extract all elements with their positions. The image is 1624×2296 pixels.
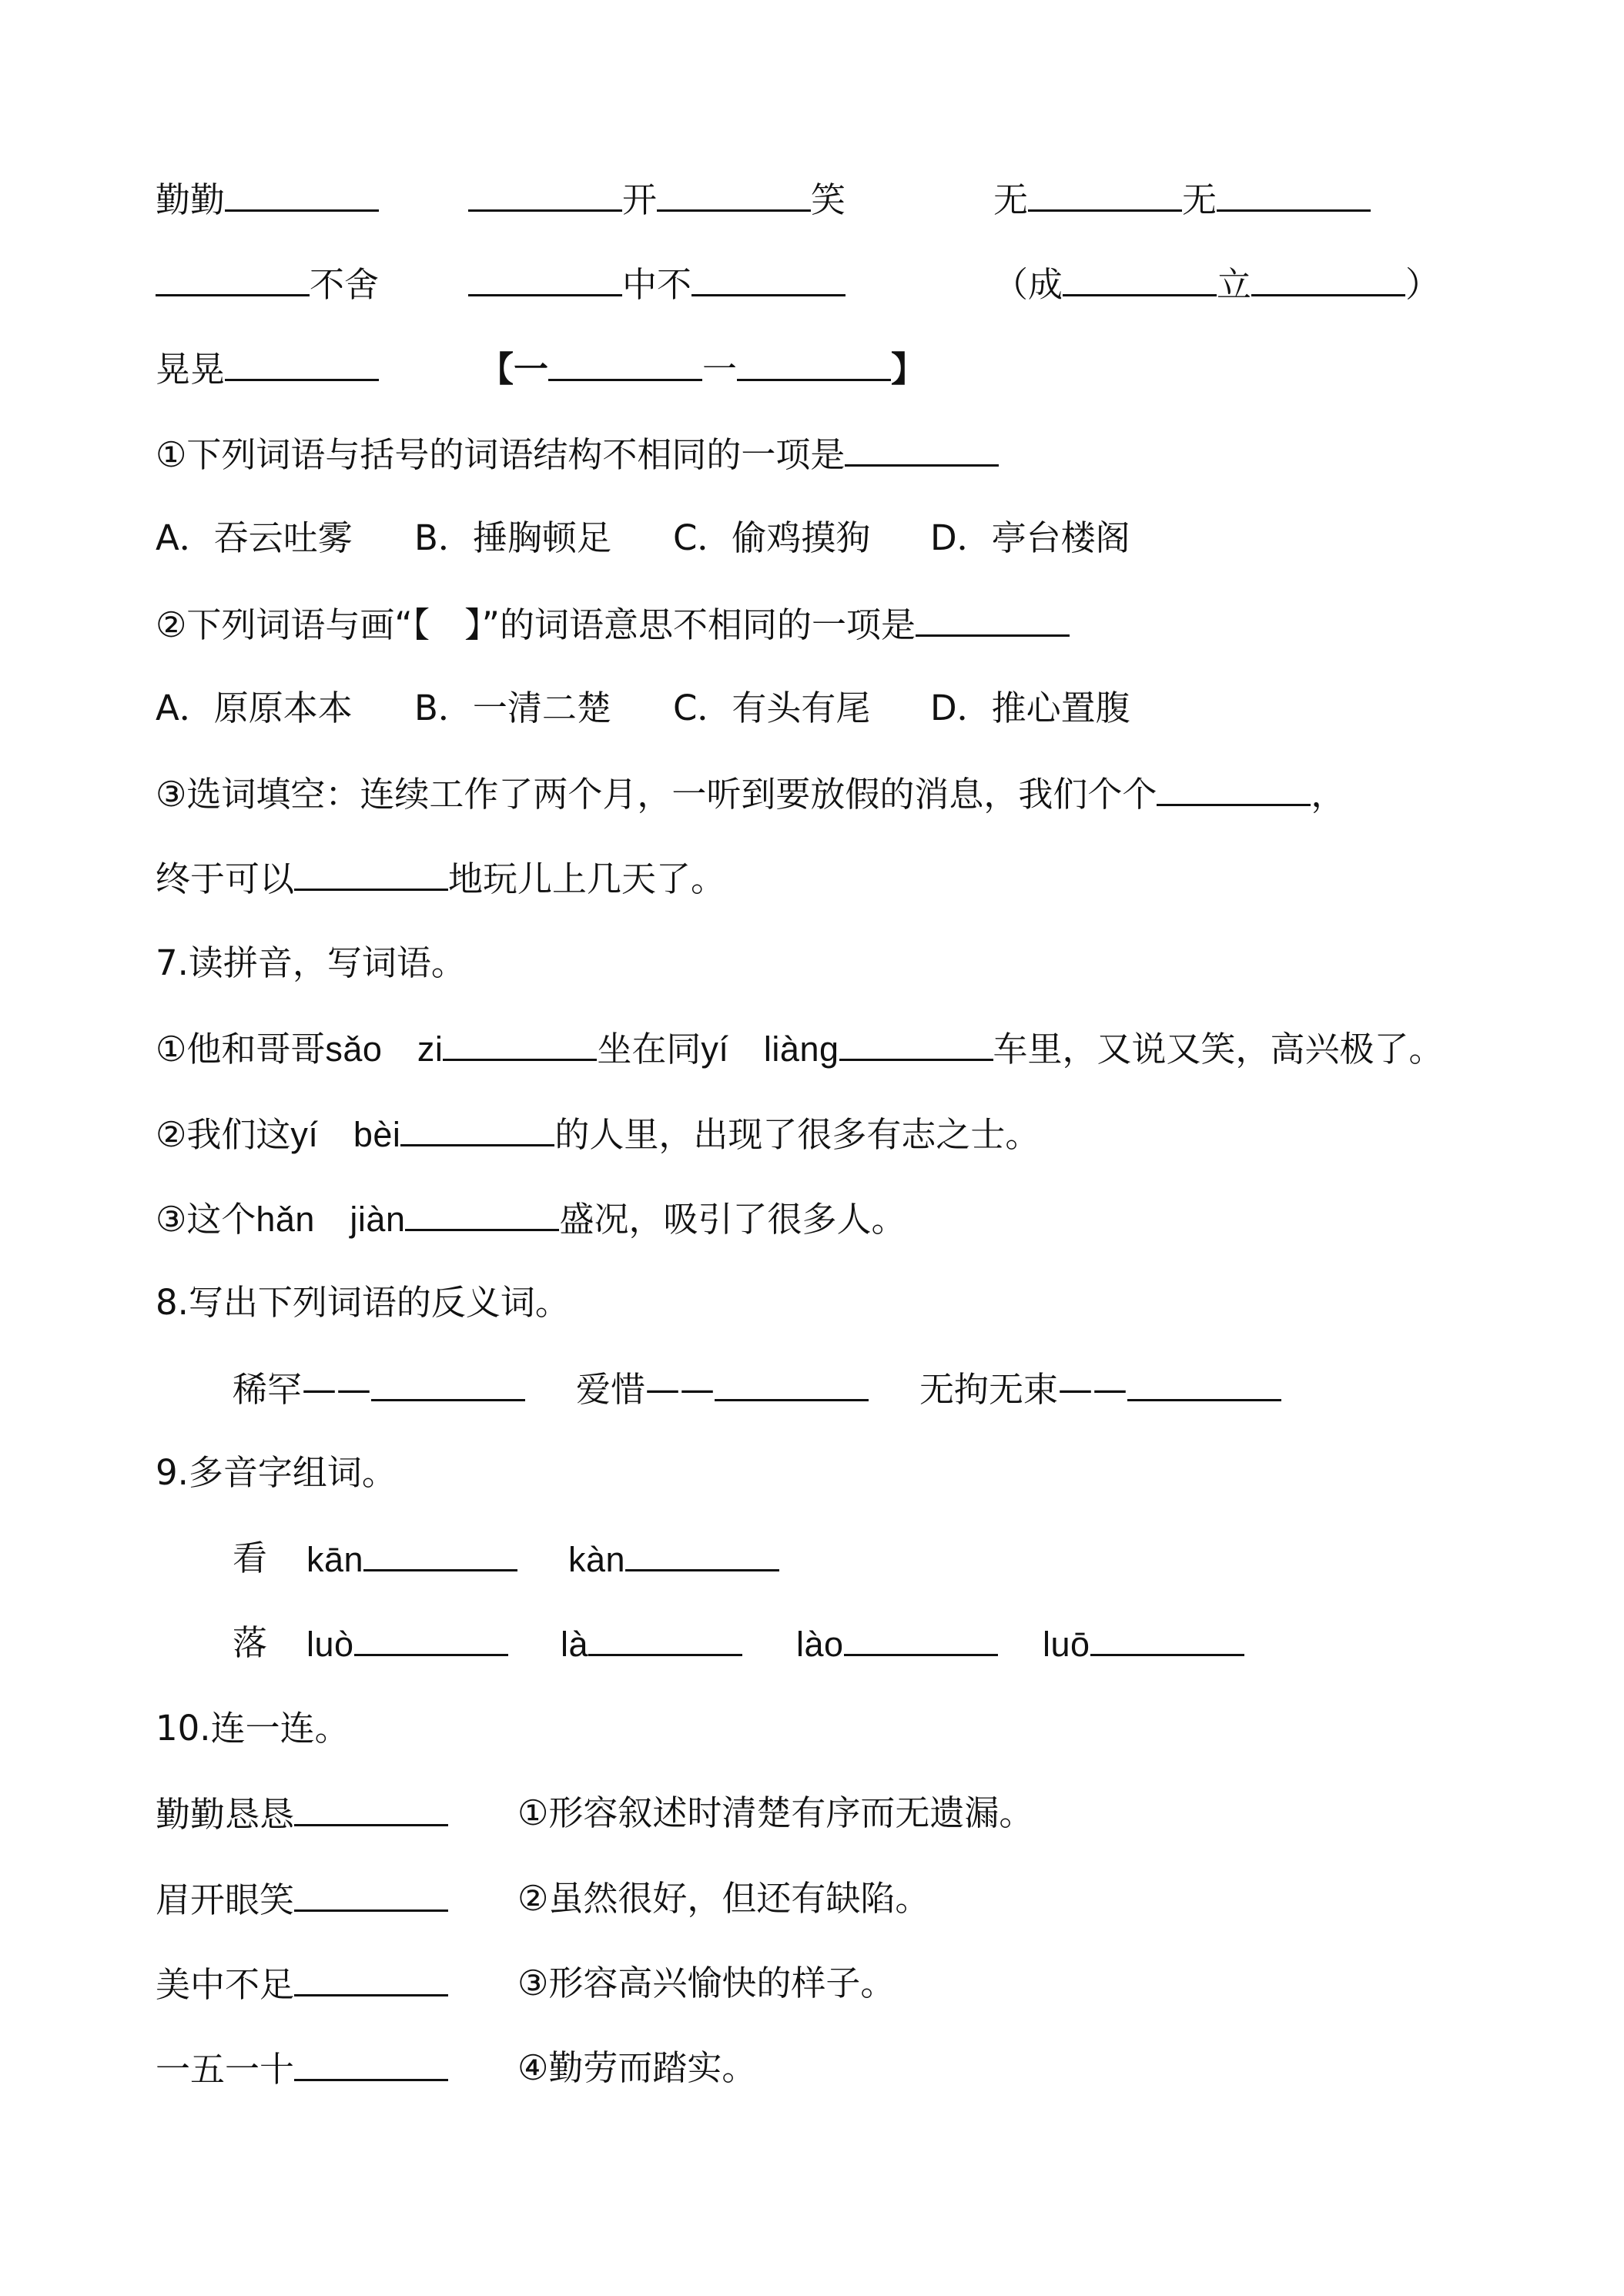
idiom-paren-open: （成 [993,264,1063,305]
option-b: B．一清二楚 [414,688,611,728]
worksheet-page: 勤勤 开 笑 无 无 不舍 中不 （成 立 ） 晃晃 【一 一 】 ①下列词语与括号的词语结构不相同的一项是 A．吞云吐雾 B．捶胸顿足 C．偷鸡摸狗 D．亭台楼阁 ②下列词语与画“【 】”的词语意思不相同的一项是 A．原原本本 B．一清二楚 C．有头有尾 D．推心置腹 ③选词填空：连续工作了两个月，一听到要放假的消息，我们个个 ， 终于可以 地玩儿上几天了。 7.读拼音，写词语。 ①他和哥哥sǎo zi 坐在同yí liàng 车里，又说又笑，高兴极了。 ②我们这yí bèi 的人里，出现了很多有志之士。 ③这个hǎn jiàn 盛况，吸引了很多人。 8.写出下列词语的反义词。 稀罕—— 爱惜—— 无拘无束—— 9.多音字组词。 看 kān kàn 落 luò là lào luō 10.连一连。 勤勤恳恳 ①形容叙述时清楚有序而无遗漏。 眉开眼笑 ②虽然很好，但还有缺陷。 美中不足 ③形容高兴愉快的样子。 一五一十 ④勤劳而踏实。 [0,0,1624,2296]
answer-blank[interactable] [1217,171,1371,212]
option-d: D．亭台楼阁 [930,517,1130,558]
idiom-char: 立 [1217,264,1252,305]
polyphone-char: 看 [233,1538,268,1578]
idiom-prefix: 晃晃 [156,349,226,390]
antonym-item: 爱惜—— [576,1361,869,1417]
idiom-char: 笑 [811,179,846,220]
answer-blank[interactable] [405,1190,559,1231]
answer-blank[interactable] [468,256,622,296]
answer-blank[interactable] [844,1615,998,1656]
polyphone-char: 落 [233,1622,268,1663]
match-word: 一五一十 [156,2049,295,2090]
idiom-suffix: 不舍 [310,264,380,305]
answer-blank[interactable] [294,850,448,891]
idiom-char: 中不 [622,264,692,305]
idiom-char: 无 [1182,179,1217,220]
answer-blank[interactable] [294,2040,448,2081]
option-a: A．吞云吐雾 [156,517,353,558]
idiom-char: 无 [993,179,1029,220]
match-meaning: ④勤劳而踏实。 [517,2047,757,2088]
answer-blank[interactable] [715,1361,869,1401]
answer-blank[interactable] [588,1615,742,1656]
answer-blank[interactable] [625,1531,779,1571]
answer-blank[interactable] [548,340,702,381]
answer-blank[interactable] [737,340,891,381]
answer-blank[interactable] [691,256,845,296]
answer-blank[interactable] [1251,256,1405,296]
answer-blank[interactable] [1028,171,1182,212]
match-meaning: ①形容叙述时清楚有序而无遗漏。 [517,1792,1034,1833]
option-b: B．捶胸顿足 [414,517,611,558]
pinyin-reading: kàn [568,1540,626,1579]
pinyin-reading: kān [306,1540,364,1579]
answer-blank[interactable] [839,1020,993,1061]
option-c: C．有头有尾 [673,688,871,728]
pinyin-hint: sǎo zi [325,1029,444,1069]
pinyin-hint: yí liàng [701,1029,839,1069]
idiom-char: 一 [702,349,738,390]
bracket-close: 】 [891,349,926,390]
answer-blank[interactable] [294,1956,448,1996]
answer-blank[interactable] [657,171,811,212]
pinyin-hint: hǎn jiàn [256,1200,406,1239]
answer-blank[interactable] [294,1871,448,1912]
answer-blank[interactable] [1063,256,1217,296]
answer-blank[interactable] [156,256,310,296]
pinyin-reading: là [561,1625,589,1664]
answer-blank[interactable] [1127,1361,1281,1401]
match-meaning: ③形容高兴愉快的样子。 [517,1963,896,2003]
answer-blank[interactable] [225,340,379,381]
pinyin-reading: luò [306,1625,354,1664]
option-d: D．推心置腹 [930,688,1130,728]
answer-blank[interactable] [400,1106,554,1146]
answer-blank[interactable] [371,1361,525,1401]
pinyin-reading: lào [796,1625,844,1664]
idiom-paren-close: ） [1405,264,1441,305]
answer-blank[interactable] [294,1786,448,1826]
pinyin-reading: luō [1043,1625,1090,1664]
antonym-item: 稀罕—— [233,1361,525,1417]
answer-blank[interactable] [468,171,622,212]
pinyin-hint: yí bèi [290,1115,401,1154]
match-word: 勤勤恳恳 [156,1794,295,1835]
bracket-open: 【一 [479,349,549,390]
idiom-char: 开 [622,179,658,220]
answer-blank[interactable] [443,1020,597,1061]
answer-blank[interactable] [354,1615,508,1656]
answer-blank[interactable] [363,1531,517,1571]
match-word: 眉开眼笑 [156,1879,295,1920]
answer-blank[interactable] [845,426,999,467]
match-meaning: ②虽然很好，但还有缺陷。 [517,1878,930,1919]
antonym-item: 无拘无束—— [919,1361,1281,1417]
match-word: 美中不足 [156,1964,295,2005]
idiom-prefix: 勤勤 [156,179,226,220]
answer-blank[interactable] [1157,765,1311,806]
option-a: A．原原本本 [156,688,353,728]
answer-blank[interactable] [1090,1615,1244,1656]
answer-blank[interactable] [225,171,379,212]
answer-blank[interactable] [916,596,1070,637]
option-c: C．偷鸡摸狗 [673,517,871,558]
